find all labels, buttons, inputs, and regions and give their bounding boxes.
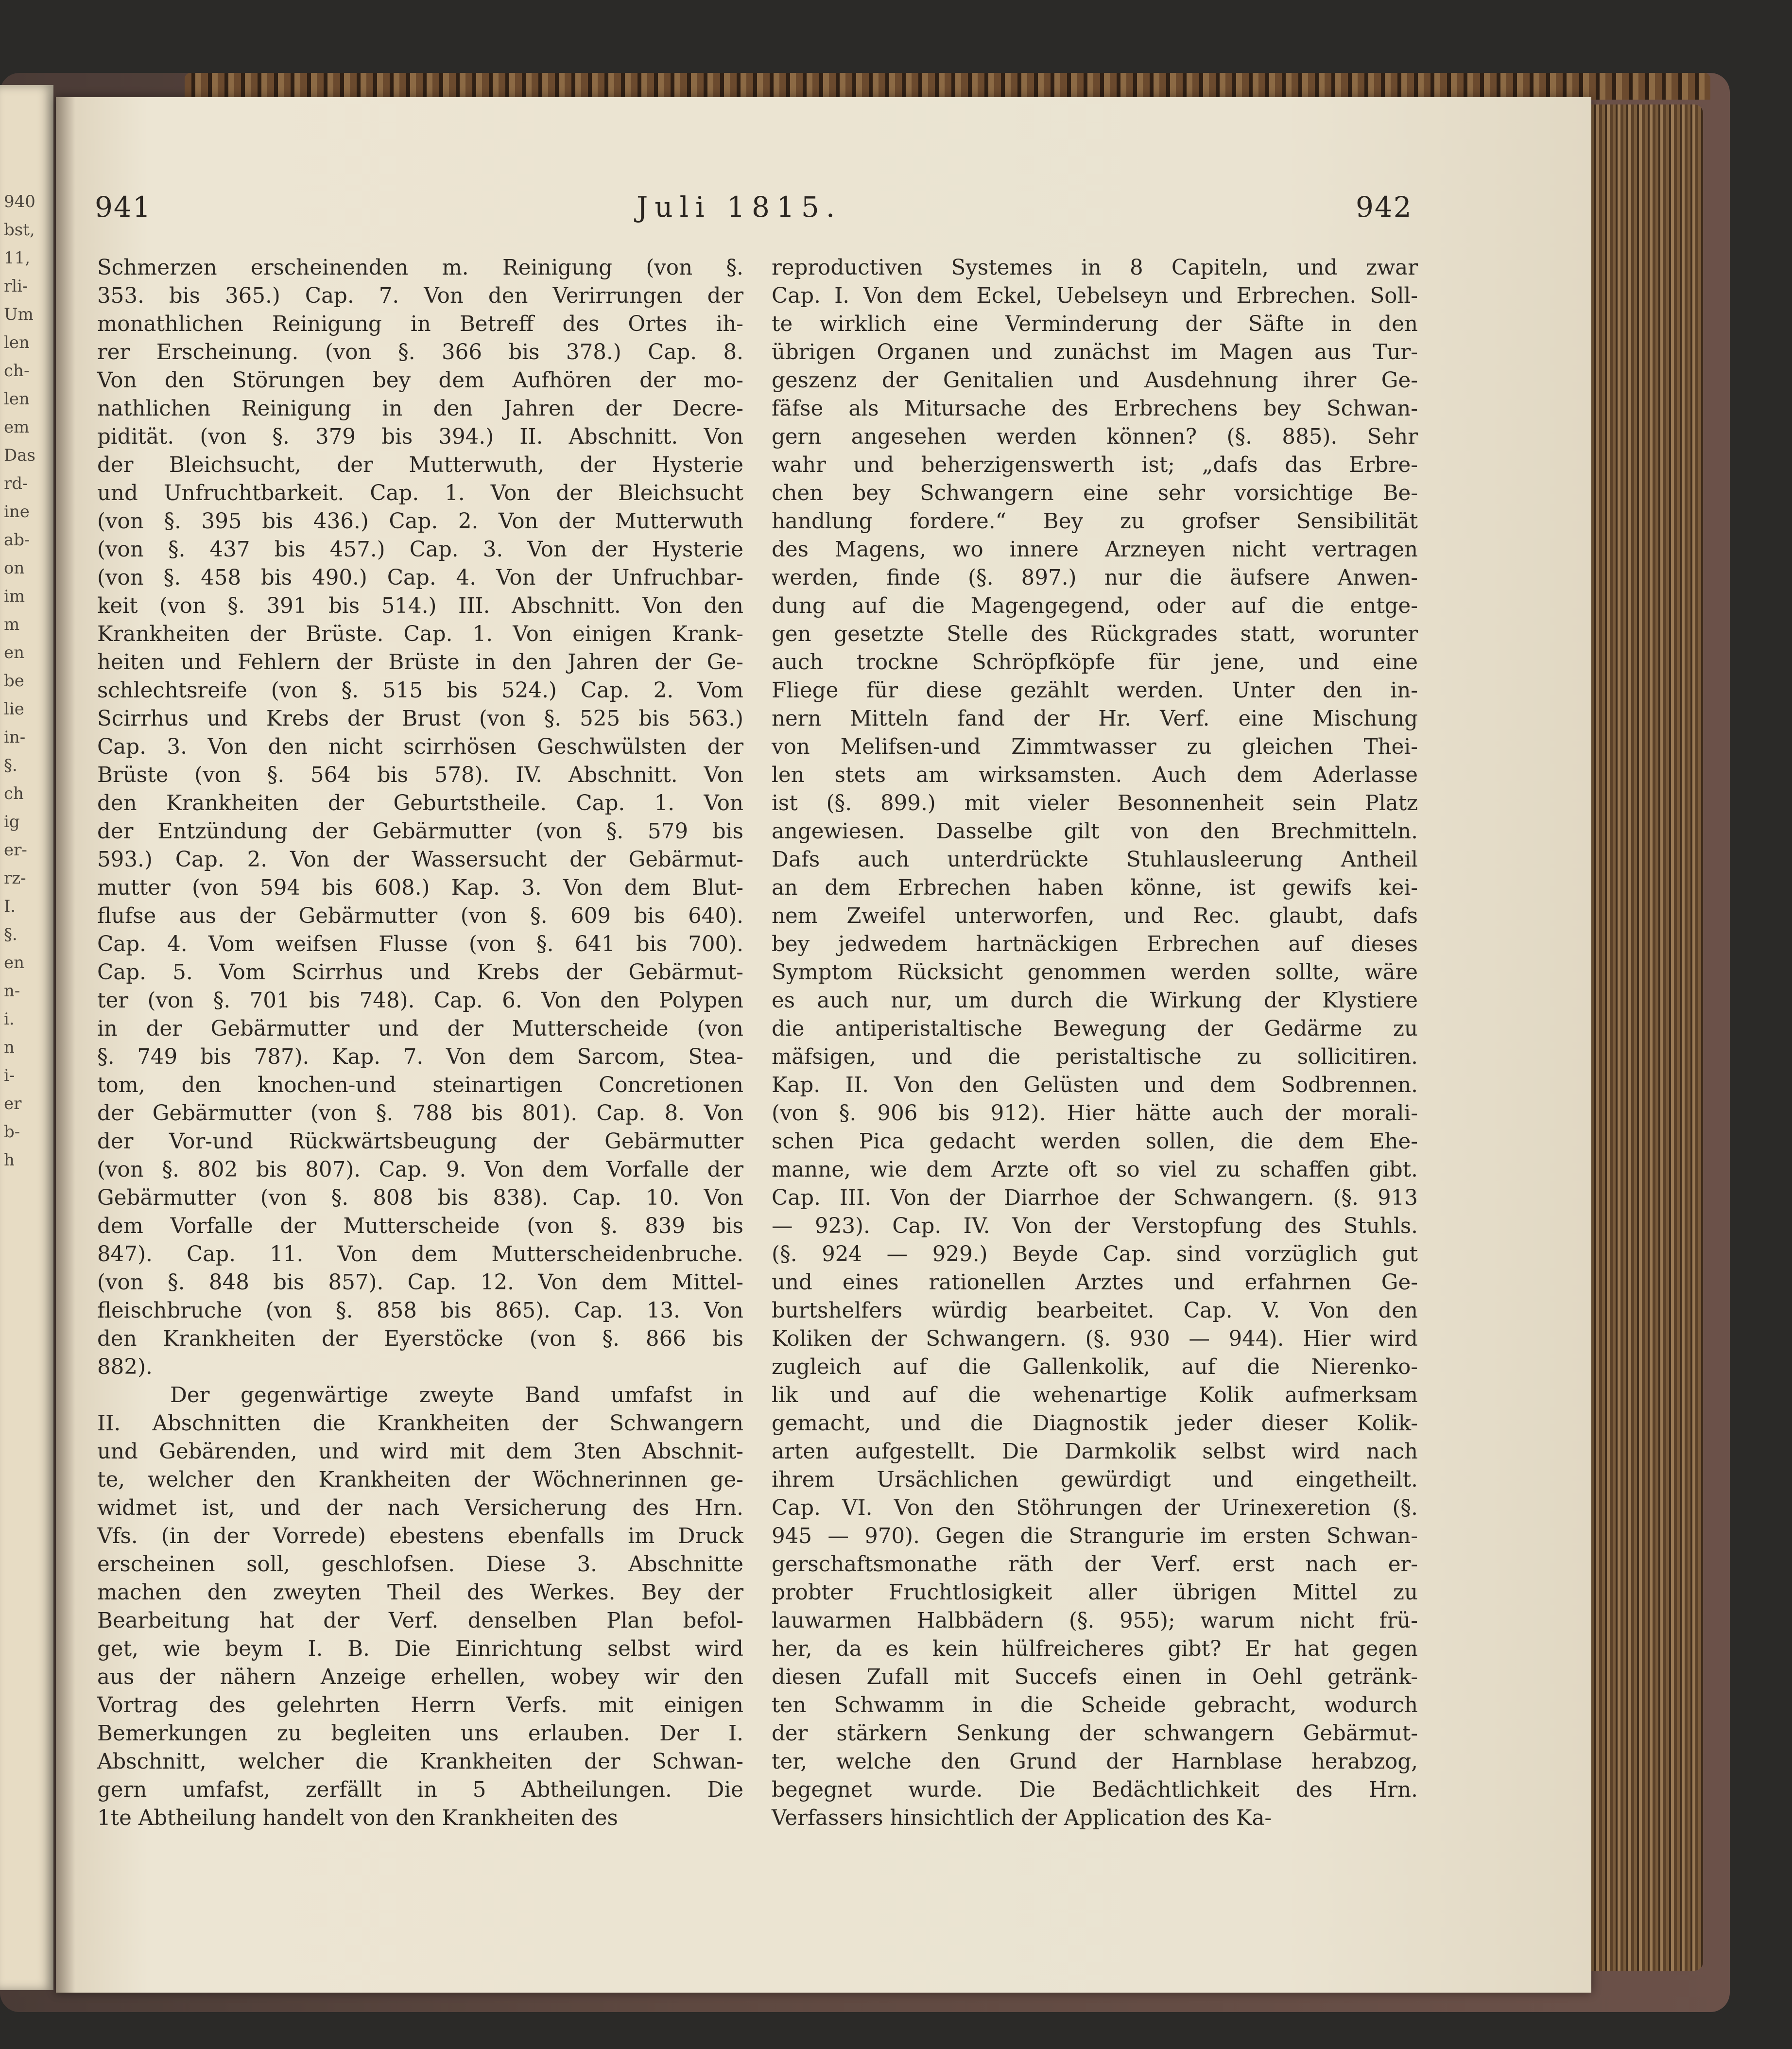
text-line: der Bleichsucht, der Mutterwuth, der Hysterie xyxy=(97,453,743,477)
text-line: tom, den knochen-und steinartigen Concretionen xyxy=(97,1073,743,1097)
text-line: lauwarmen Halbbädern (§. 955); warum nicht frü- xyxy=(772,1609,1418,1633)
text-line: 593.) Cap. 2. Von der Wassersucht der Gebärmut- xyxy=(97,848,743,872)
text-line: 1te Abtheilung handelt von den Krankheiten des xyxy=(97,1806,618,1830)
text-line: ihrem Ursächlichen gewürdigt und eingetheilt. xyxy=(772,1468,1418,1492)
text-line: dem Vorfalle der Mutterscheide (von §. 839 bis xyxy=(97,1214,743,1238)
fragment-text: Das xyxy=(4,446,35,465)
text-line: Cap. 3. Von den nicht scirrhösen Geschwülsten der xyxy=(97,735,743,759)
previous-page-fragment xyxy=(0,85,53,1990)
text-line: bey jedwedem hartnäckigen Erbrechen auf dieses xyxy=(772,932,1418,956)
text-line: Bemerkungen zu begleiten uns erlauben. Der I. xyxy=(97,1721,743,1746)
text-line: machen den zweyten Theil des Werkes. Bey der xyxy=(97,1580,743,1605)
text-line: heiten und Fehlern der Brüste in den Jahren der Ge- xyxy=(97,650,743,675)
text-line: nem Zweifel unterworfen, und Rec. glaubt, dafs xyxy=(772,904,1418,928)
text-line: chen bey Schwangern eine sehr vorsichtige Be- xyxy=(772,481,1418,505)
text-line: (§. 924 — 929.) Beyde Cap. sind vorzüglich gut xyxy=(772,1242,1418,1267)
text-line: Kap. II. Von den Gelüsten und dem Sodbrennen. xyxy=(772,1073,1418,1097)
text-line: §. 749 bis 787). Kap. 7. Von dem Sarcom, Stea- xyxy=(97,1045,743,1069)
text-line: te wirklich eine Verminderung der Säfte in den xyxy=(772,312,1418,336)
text-line: monathlichen Reinigung in Betreff des Ortes ih- xyxy=(97,312,743,336)
left-text-column xyxy=(97,254,743,1832)
text-line: schlechtsreife (von §. 515 bis 524.) Cap. 2. Vom xyxy=(97,678,743,703)
text-line: (von §. 906 bis 912). Hier hätte auch der morali- xyxy=(772,1101,1418,1126)
text-line: Fliege für diese gezählt werden. Unter den in- xyxy=(772,678,1418,703)
fragment-text: be xyxy=(4,671,24,691)
fragment-text: i- xyxy=(4,1066,15,1085)
text-line: der Entzündung der Gebärmutter (von §. 579 bis xyxy=(97,819,743,844)
text-line: probter Fruchtlosigkeit aller übrigen Mittel zu xyxy=(772,1580,1418,1605)
fragment-text: lie xyxy=(4,699,24,719)
text-line: manne, wie dem Arzte oft so viel zu schaffen gibt. xyxy=(772,1158,1418,1182)
fragment-text: bst, xyxy=(4,220,35,240)
text-line: get, wie beym I. B. Die Einrichtung selbst wird xyxy=(97,1637,743,1661)
text-line: pidität. (von §. 379 bis 394.) II. Abschnitt. Von xyxy=(97,425,743,449)
fragment-text: ig xyxy=(4,812,20,832)
text-line: Cap. 5. Vom Scirrhus und Krebs der Gebärmut- xyxy=(97,960,743,985)
fragment-text: §. xyxy=(4,925,17,944)
left-page-number: 941 xyxy=(95,191,152,224)
text-line: Gebärmutter (von §. 808 bis 838). Cap. 10. Von xyxy=(97,1186,743,1210)
text-line: dung auf die Magengegend, oder auf die entge- xyxy=(772,594,1418,618)
text-line: — 923). Cap. IV. Von der Verstopfung des Stuhls. xyxy=(772,1214,1418,1238)
text-line: 353. bis 365.) Cap. 7. Von den Verirrungen der xyxy=(97,284,743,308)
fragment-text: im xyxy=(4,587,25,606)
fragment-text: n- xyxy=(4,981,20,1001)
text-line: den Krankheiten der Geburtstheile. Cap. 1. Von xyxy=(97,791,743,816)
text-line: gemacht, und die Diagnostik jeder dieser Kolik- xyxy=(772,1411,1418,1436)
text-line: 945 — 970). Gegen die Strangurie im ersten Schwan- xyxy=(772,1524,1418,1548)
text-line: Cap. III. Von der Diarrhoe der Schwangern. (§. 913 xyxy=(772,1186,1418,1210)
text-line: erscheinen soll, geschlofsen. Diese 3. Abschnitte xyxy=(97,1552,743,1577)
fragment-text: ch- xyxy=(4,361,30,381)
fragment-text: er xyxy=(4,1094,22,1113)
fragment-text: en xyxy=(4,953,25,972)
text-line: Koliken der Schwangern. (§. 930 — 944). Hier wird xyxy=(772,1327,1418,1351)
text-line: Vortrag des gelehrten Herrn Verfs. mit einigen xyxy=(97,1693,743,1718)
text-line: und eines rationellen Arztes und erfahrnen Ge- xyxy=(772,1270,1418,1295)
text-line: reproductiven Systemes in 8 Capiteln, und zwar xyxy=(772,256,1418,280)
text-line: der stärkern Senkung der schwangern Gebärmut- xyxy=(772,1721,1418,1746)
text-line: rer Erscheinung. (von §. 366 bis 378.) Cap. 8. xyxy=(97,340,743,365)
text-line: handlung fordere.“ Bey zu grofser Sensibilität xyxy=(772,509,1418,534)
text-line: burtshelfers würdig bearbeitet. Cap. V. Von den xyxy=(772,1299,1418,1323)
fragment-text: Um xyxy=(4,305,34,324)
fragment-text: m xyxy=(4,615,20,634)
text-line: te, welcher den Krankheiten der Wöchnerinnen ge- xyxy=(97,1468,743,1492)
fragment-text: ch xyxy=(4,784,24,803)
fragment-text: rd- xyxy=(4,474,28,493)
text-line: Scirrhus und Krebs der Brust (von §. 525 bis 563.) xyxy=(97,707,743,731)
text-line: arten aufgestellt. Die Darmkolik selbst wird nach xyxy=(772,1440,1418,1464)
text-line: und Gebärenden, und wird mit dem 3ten Abschnit- xyxy=(97,1440,743,1464)
text-line: Vfs. (in der Vorrede) ebestens ebenfalls im Druck xyxy=(97,1524,743,1548)
text-line: ist (§. 899.) mit vieler Besonnenheit sein Platz xyxy=(772,791,1418,816)
page-block-top-edge xyxy=(185,73,1710,100)
text-line: geszenz der Genitalien und Ausdehnung ihrer Ge- xyxy=(772,368,1418,393)
text-line: (von §. 437 bis 457.) Cap. 3. Von der Hysterie xyxy=(97,538,743,562)
text-line: es auch nur, um durch die Wirkung der Klystiere xyxy=(772,989,1418,1013)
text-line: begegnet wurde. Die Bedächtlichkeit des Hrn. xyxy=(772,1778,1418,1802)
text-line: Dafs auch unterdrückte Stuhlausleerung Antheil xyxy=(772,848,1418,872)
fragment-text: em xyxy=(4,417,30,437)
fragment-text: §. xyxy=(4,756,17,775)
text-line: diesen Zufall mit Succefs einen in Oehl getränk- xyxy=(772,1665,1418,1689)
text-line: (von §. 458 bis 490.) Cap. 4. Von der Unfruchbar- xyxy=(97,566,743,590)
text-line: mäfsigen, und die peristaltische zu sollicitiren. xyxy=(772,1045,1418,1069)
fragment-text: rli- xyxy=(4,277,28,296)
fragment-text: h xyxy=(4,1150,15,1170)
fragment-text: b- xyxy=(4,1122,20,1142)
text-line: mutter (von 594 bis 608.) Kap. 3. Von dem Blut- xyxy=(97,876,743,900)
text-line: Brüste (von §. 564 bis 578). IV. Abschnitt. Von xyxy=(97,763,743,787)
text-line: Bearbeitung hat der Verf. denselben Plan befol- xyxy=(97,1609,743,1633)
text-line: fäfse als Mitursache des Erbrechens bey Schwan- xyxy=(772,397,1418,421)
text-line: 882). xyxy=(97,1355,153,1379)
text-line: gern angesehen werden können? (§. 885). Sehr xyxy=(772,425,1418,449)
text-line: des Magens, wo innere Arzneyen nicht vertragen xyxy=(772,538,1418,562)
text-line: werden, finde (§. 897.) nur die äufsere Anwen- xyxy=(772,566,1418,590)
text-line: Von den Störungen bey dem Aufhören der mo- xyxy=(97,368,743,393)
text-line: ter (von §. 701 bis 748). Cap. 6. Von den Polypen xyxy=(97,989,743,1013)
text-line: den Krankheiten der Eyerstöcke (von §. 866 bis xyxy=(97,1327,743,1351)
text-line: (von §. 395 bis 436.) Cap. 2. Von der Mutterwuth xyxy=(97,509,743,534)
text-line: von Melifsen-und Zimmtwasser zu gleichen Thei- xyxy=(772,735,1418,759)
text-line: (von §. 802 bis 807). Cap. 9. Von dem Vorfalle der xyxy=(97,1158,743,1182)
text-line: wahr und beherzigenswerth ist; „dafs das Erbre- xyxy=(772,453,1418,477)
text-line: Cap. I. Von dem Eckel, Uebelseyn und Erbrechen. Soll- xyxy=(772,284,1418,308)
text-line: Cap. VI. Von den Stöhrungen der Urinexeretion (§. xyxy=(772,1496,1418,1520)
fragment-text: len xyxy=(4,389,30,409)
text-line: zugleich auf die Gallenkolik, auf die Nierenko- xyxy=(772,1355,1418,1379)
fragment-text: len xyxy=(4,333,30,352)
text-line: Cap. 4. Vom weifsen Flusse (von §. 641 bis 700). xyxy=(97,932,743,956)
text-line: nern Mitteln fand der Hr. Verf. eine Mischung xyxy=(772,707,1418,731)
text-line: Abschnitt, welcher die Krankheiten der Schwan- xyxy=(97,1750,743,1774)
text-line: der Vor-und Rückwärtsbeugung der Gebärmutter xyxy=(97,1129,743,1154)
text-line: widmet ist, und der nach Versicherung des Hrn. xyxy=(97,1496,743,1520)
text-line: fleischbruche (von §. 858 bis 865). Cap. 13. Von xyxy=(97,1299,743,1323)
text-line: Schmerzen erscheinenden m. Reinigung (von §. xyxy=(97,256,743,280)
text-line: len stets am wirksamsten. Auch dem Aderlasse xyxy=(772,763,1418,787)
text-line: (von §. 848 bis 857). Cap. 12. Von dem Mittel- xyxy=(97,1270,743,1295)
running-head: Juli 1815. xyxy=(637,191,842,224)
text-line: Symptom Rücksicht genommen werden sollte, wäre xyxy=(772,960,1418,985)
fragment-text: i. xyxy=(4,1009,15,1029)
fragment-text: en xyxy=(4,643,25,662)
right-page-number: 942 xyxy=(1356,191,1413,224)
text-line: keit (von §. 391 bis 514.) III. Abschnitt. Von den xyxy=(97,594,743,618)
text-line: ter, welche den Grund der Harnblase herabzog, xyxy=(772,1750,1418,1774)
fragment-text: ine xyxy=(4,502,30,521)
text-line: auch trockne Schröpfköpfe für jene, und eine xyxy=(772,650,1418,675)
gutter-shadow xyxy=(56,97,75,1993)
text-line: Krankheiten der Brüste. Cap. 1. Von einigen Krank- xyxy=(97,622,743,646)
fragment-text: I. xyxy=(4,897,16,916)
text-line: II. Abschnitten die Krankheiten der Schwangern xyxy=(97,1411,743,1436)
text-line: nathlichen Reinigung in den Jahren der Decre- xyxy=(97,397,743,421)
text-line: ten Schwamm in die Scheide gebracht, wodurch xyxy=(772,1693,1418,1718)
fragment-text: er- xyxy=(4,840,27,860)
fragment-text: 940 xyxy=(4,192,35,211)
text-line: Der gegenwärtige zweyte Band umfafst in xyxy=(170,1383,743,1407)
page-block-fore-edge xyxy=(1591,104,1703,1971)
text-line: in der Gebärmutter und der Mutterscheide (von xyxy=(97,1017,743,1041)
fragment-text: rz- xyxy=(4,868,26,888)
text-line: her, da es kein hülfreicheres gibt? Er hat gegen xyxy=(772,1637,1418,1661)
text-line: gern umfafst, zerfällt in 5 Abtheilungen. Die xyxy=(97,1778,743,1802)
text-line: der Gebärmutter (von §. 788 bis 801). Cap. 8. Von xyxy=(97,1101,743,1126)
fragment-text: on xyxy=(4,558,25,578)
text-line: übrigen Organen und zunächst im Magen aus Tur- xyxy=(772,340,1418,365)
right-text-column xyxy=(772,254,1418,1832)
fragment-text: 11, xyxy=(4,248,31,268)
fragment-text: n xyxy=(4,1038,15,1057)
text-line: aus der nähern Anzeige erhellen, wobey wir den xyxy=(97,1665,743,1689)
text-line: lik und auf die wehenartige Kolik aufmerksam xyxy=(772,1383,1418,1407)
text-line: gen gesetzte Stelle des Rückgrades statt, worunter xyxy=(772,622,1418,646)
text-line: schen Pica gedacht werden sollen, die dem Ehe- xyxy=(772,1129,1418,1154)
text-line: und Unfruchtbarkeit. Cap. 1. Von der Bleichsucht xyxy=(97,481,743,505)
text-line: die antiperistaltische Bewegung der Gedärme zu xyxy=(772,1017,1418,1041)
text-line: an dem Erbrechen haben könne, ist gewifs kei- xyxy=(772,876,1418,900)
text-line: flufse aus der Gebärmutter (von §. 609 bis 640). xyxy=(97,904,743,928)
text-line: Verfassers hinsichtlich der Application des Ka- xyxy=(772,1806,1272,1830)
text-line: gerschaftsmonathe räth der Verf. erst nach er- xyxy=(772,1552,1418,1577)
fragment-text: ab- xyxy=(4,530,30,550)
fragment-text: in- xyxy=(4,728,26,747)
text-line: 847). Cap. 11. Von dem Mutterscheidenbruche. xyxy=(97,1242,743,1267)
text-line: angewiesen. Dasselbe gilt von den Brechmitteln. xyxy=(772,819,1418,844)
